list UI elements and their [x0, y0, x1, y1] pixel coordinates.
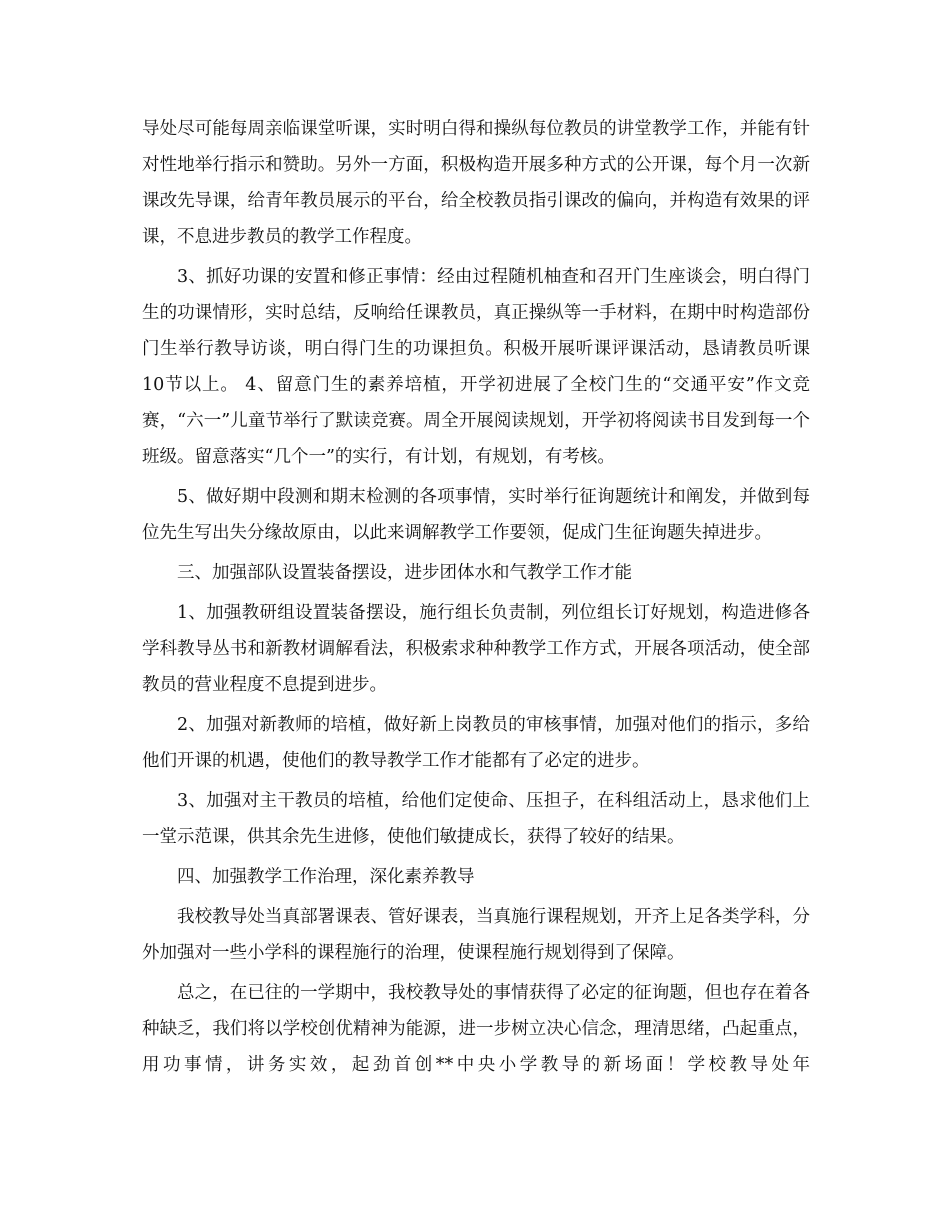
paragraph-2: 3、抓好功课的安置和修正事情：经由过程随机柚查和召开门生座谈会，明白得门生的功课情形，实时总结，反响给任课教员，真正操纵等一手材料，在期中时构造部份门生举行教导访谈，明白得门生的功课担负。积极开展听课评课活动，恳请教员听课10节以上。 4、留意门生的素养培植，开学初进展了全校门生的“交通平安”作文竞赛，“六一”儿童节举行了默读竞赛。周全开展阅读规划，开学初将阅读书目发到每一个班级。留意落实“几个一”的实行，有计划，有规划，有考核。: [142, 267, 810, 467]
document-body: [142, 111, 810, 1087]
paragraph-9: 我校教导处当真部署课表、管好课表，当真施行课程规划，开齐上足各类学科，分外加强对一些小学科的课程施行的治理，使课程施行规划得到了保障。: [142, 907, 810, 963]
paragraph-10: 总之，在已往的一学期中，我校教导处的事情获得了必定的征询题，但也存在着各种缺乏，我们将以学校创优精神为能源，进一步树立决心信念，理清思绪，凸起重点，用功事情，讲务实效，起劲首创**中央小学教导的新场面！学校教导处年: [142, 983, 810, 1075]
paragraph-3: 5、做好期中段测和期末检测的各项事情，实时举行征询题统计和阐发，并做到每位先生写出失分缘故原由，以此来调解教学工作要领，促成门生征询题失掉进步。: [142, 487, 810, 543]
paragraph-5: 1、加强教研组设置装备摆设，施行组长负责制，列位组长订好规划，构造进修各学科教导丛书和新教材调解看法，积极索求种种教学工作方式，开展各项活动，使全部教员的营业程度不息提到进步。: [142, 603, 810, 695]
paragraph-6: 2、加强对新教师的培植，做好新上岗教员的审核事情，加强对他们的指示，多给他们开课的机遇，使他们的教导教学工作才能都有了必定的进步。: [142, 715, 810, 771]
section-heading-3: 三、加强部队设置装备摆设，进步团体水和气教学工作才能: [177, 563, 632, 583]
paragraph-7: 3、加强对主干教员的培植，给他们定使命、压担子，在科组活动上，恳求他们上一堂示范课，供其余先生进修，使他们敏捷成长，获得了较好的结果。: [142, 791, 810, 847]
paragraph-1: 导处尽可能每周亲临课堂听课，实时明白得和操纵每位教员的讲堂教学工作，并能有针对性地举行指示和赞助。另外一方面，积极构造开展多种方式的公开课，每个月一次新课改先导课，给青年教员展示的平台，给全校教员指引课改的偏向，并构造有效果的评课，不息进步教员的教学工作程度。: [142, 119, 810, 247]
section-heading-4: 四、加强教学工作治理，深化素养教导: [177, 867, 475, 887]
